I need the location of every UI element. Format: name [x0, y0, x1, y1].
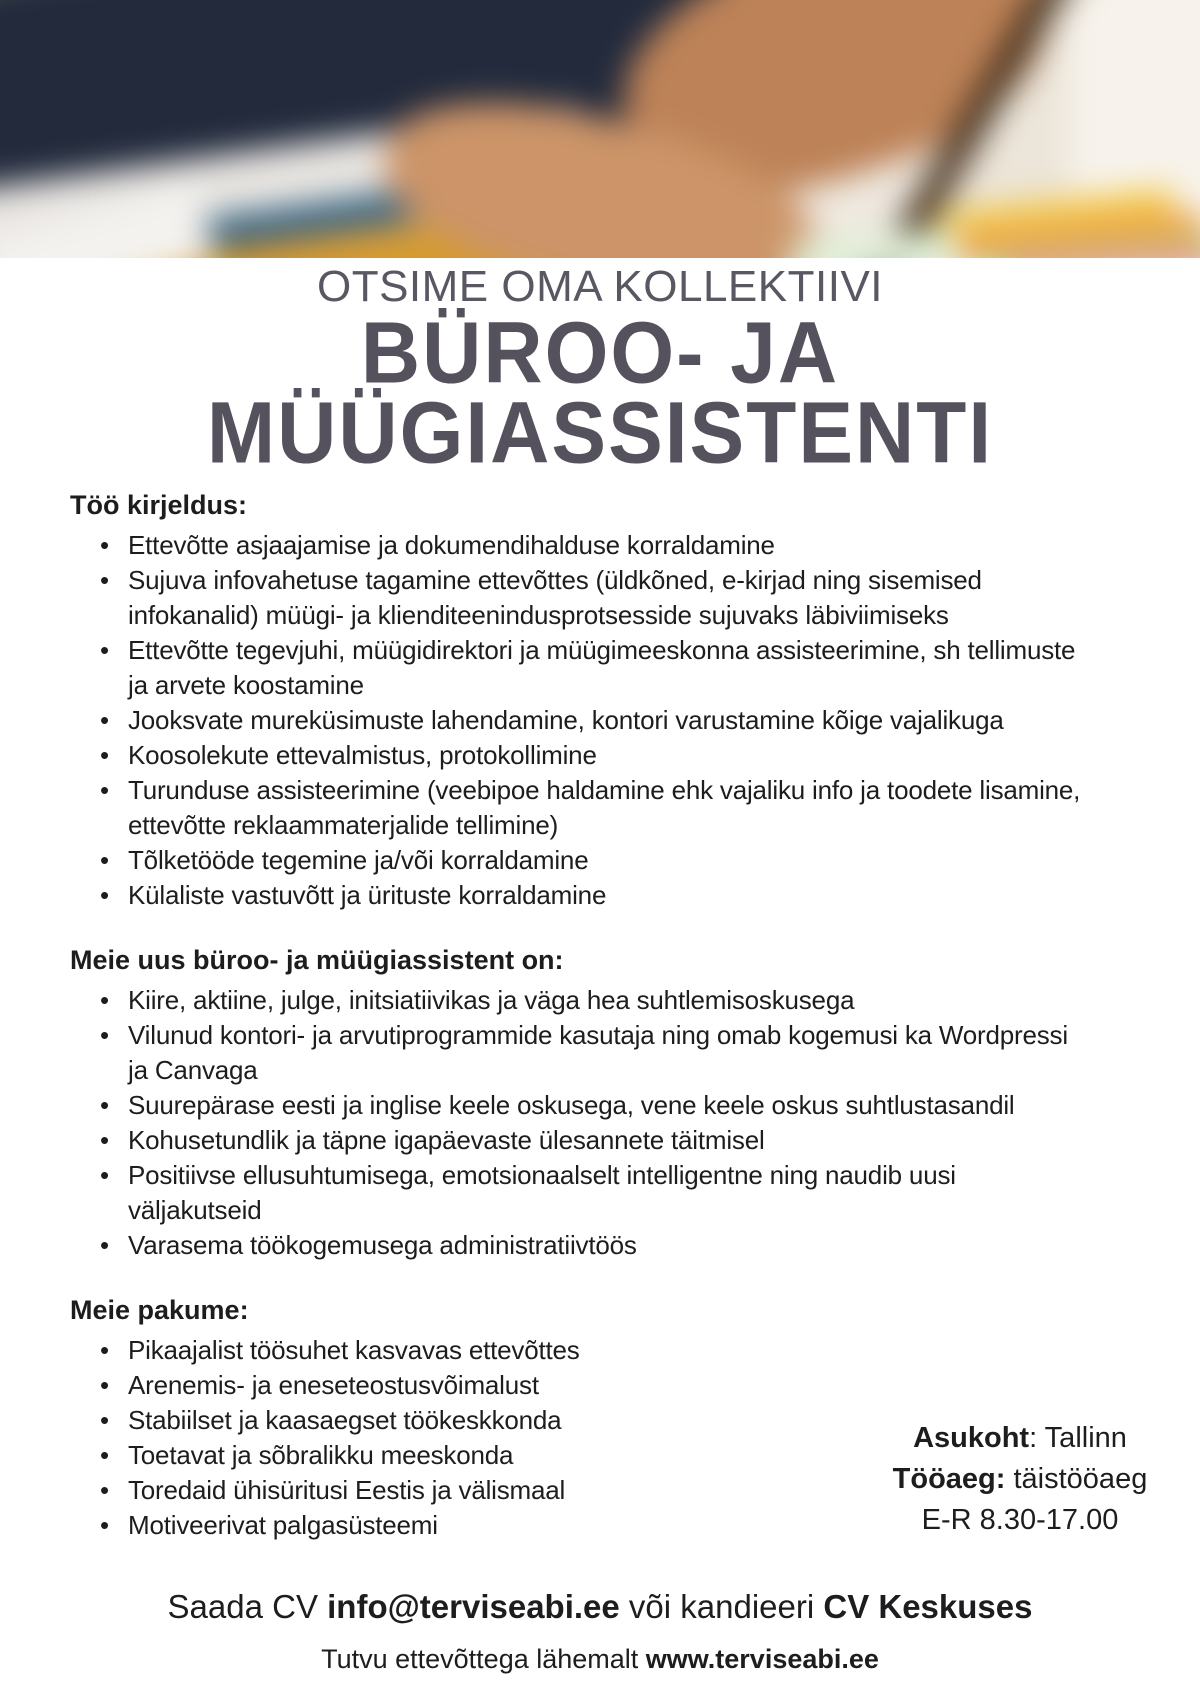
apply-line: [0, 1585, 1200, 1629]
section-heading: Meie pakume:: [70, 1295, 249, 1325]
hero-photo-blur-layer: [0, 0, 1200, 258]
bullet-item: • Toetavat ja sõbralikku meeskonda: [128, 1438, 1088, 1473]
bullet-item: • Toredaid ühisüritusi Eestis ja välismaal: [128, 1473, 1088, 1508]
job-info-block: [855, 1418, 1185, 1541]
bullet-item: • Külaliste vastuvõtt ja ürituste korraldamine: [128, 878, 1088, 913]
info-value: E-R 8.30-17.00: [921, 1504, 1119, 1536]
bullet-item: • Turunduse assisteerimine (veebipoe haldamine ehk vajaliku info ja toodete lisamine, ettevõtte reklaammaterjalide tellimine): [128, 773, 1088, 843]
bullet-item: • Ettevõtte asjaajamise ja dokumendihalduse korraldamine: [128, 528, 1088, 563]
footer: [0, 1585, 1200, 1677]
content-sections: [0, 474, 1200, 1543]
section: [70, 943, 1140, 1263]
info-line: [855, 1500, 1185, 1541]
bullet-item: • Ettevõtte tegevjuhi, müügidirektori ja müügimeeskonna assisteerimine, sh tellimuste ja arvete koostamine: [128, 633, 1088, 703]
bullet-item: • Sujuva infovahetuse tagamine ettevõttes (üldkõned, e-kirjad ning sisemised infokanalid) müügi- ja klienditeenindusprotsesside sujuvaks läbiviimiseks: [128, 563, 1088, 633]
bullet-list: [70, 983, 1088, 1263]
page-title: [0, 305, 1200, 482]
header: [0, 258, 1200, 482]
bullet-item: • Vilunud kontori- ja arvutiprogrammide kasutaja ning omab kogemusi ka Wordpressi ja Canvaga: [128, 1018, 1088, 1088]
bullet-item: • Motiveerivat palgasüsteemi: [128, 1508, 1088, 1543]
cv-keskus-link[interactable]: CV Keskuses: [823, 1588, 1033, 1625]
section: [70, 488, 1140, 913]
bullet-item: • Arenemis- ja eneseteostusvõimalust: [128, 1368, 1088, 1403]
kicker-text: OTSIME OMA KOLLEKTIIVI: [316, 262, 884, 311]
bullet-item: • Kiire, aktiine, julge, initsiatiivikas ja väga hea suhtlemisoskusega: [128, 983, 1088, 1018]
email-address[interactable]: info@terviseabi.ee: [327, 1588, 620, 1625]
text-segment: või kandieeri: [619, 1588, 824, 1625]
info-label: Asukoht: [913, 1422, 1030, 1454]
info-line: [855, 1459, 1185, 1500]
bullet-item: • Stabiilset ja kaasaegset töökeskkonda: [128, 1403, 1088, 1438]
website-url[interactable]: www.terviseabi.ee: [645, 1644, 879, 1674]
info-value: : Tallinn: [1029, 1422, 1127, 1454]
bullet-item: • Suurepärase eesti ja inglise keele oskusega, vene keele oskus suhtlustasandil: [128, 1088, 1088, 1123]
text-segment: Saada CV: [167, 1588, 328, 1625]
bullet-item: • Positiivse ellusuhtumisega, emotsionaalselt intelligentne ning naudib uusi väljakutseid: [128, 1158, 1088, 1228]
bullet-item: • Kohusetundlik ja täpne igapäevaste ülesannete täitmisel: [128, 1123, 1088, 1158]
title-line-1: BÜROO- JA: [360, 305, 840, 402]
title-line-2: MÜÜGIASSISTENTI: [206, 385, 994, 482]
text-segment: Tutvu ettevõttega lähemalt: [321, 1644, 646, 1674]
info-line: [855, 1418, 1185, 1459]
hero-photo: [0, 0, 1200, 258]
bullet-item: • Varasema töökogemusega administratiivtöös: [128, 1228, 1088, 1263]
website-line: [0, 1641, 1200, 1677]
section-heading: Meie uus büroo- ja müügiassistent on:: [70, 945, 564, 975]
bullet-item: • Jooksvate mureküsimuste lahendamine, kontori varustamine kõige vajalikuga: [128, 703, 1088, 738]
info-label: Tööaeg:: [892, 1463, 1006, 1495]
bullet-item: • Koosolekute ettevalmistus, protokollimine: [128, 738, 1088, 773]
section-heading: Töö kirjeldus:: [70, 490, 248, 520]
bullet-list: [70, 528, 1088, 913]
bullet-item: • Tõlketööde tegemine ja/või korraldamine: [128, 843, 1088, 878]
bullet-item: • Pikaajalist töösuhet kasvavas ettevõttes: [128, 1333, 1088, 1368]
info-value: täistööaeg: [1005, 1463, 1148, 1495]
